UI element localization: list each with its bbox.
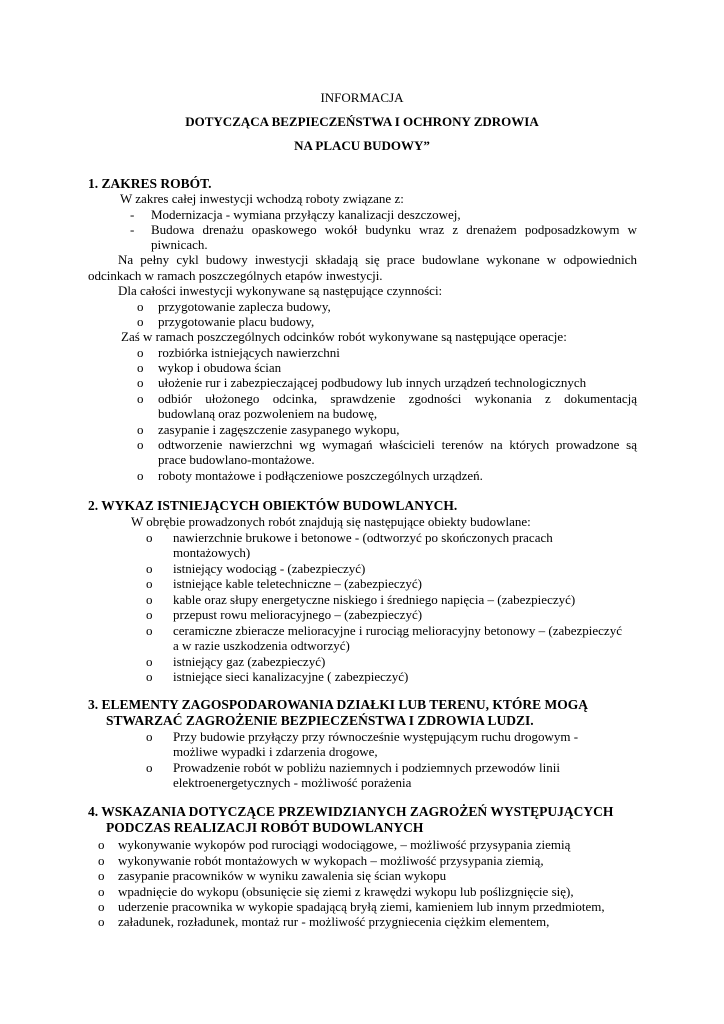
list-item: przygotowanie placu budowy,: [158, 314, 315, 329]
circle-bullet: o: [98, 899, 105, 914]
paragraph: Dla całości inwestycji wykonywane są następujące czynności:: [118, 283, 443, 298]
circle-bullet: o: [146, 592, 153, 607]
list-item: uderzenie pracownika w wykopie spadającą bryłą ziemi, kamieniem lub innym przedmiotem,: [118, 899, 605, 914]
section-1-intro: W zakres całej inwestycji wchodzą roboty związane z:: [120, 191, 404, 206]
circle-bullet: o: [137, 468, 144, 483]
list-item: roboty montażowe i podłączeniowe poszczególnych urządzeń.: [158, 468, 483, 483]
circle-bullet: o: [137, 345, 144, 360]
list-item: wykonywanie wykopów pod rurociągi wodociągowe, – możliwość przysypania ziemią: [118, 837, 571, 852]
list-item: odtworzenie nawierzchni wg wymagań właścicieli terenów na których prowadzone są: [158, 437, 637, 452]
list-item-continuation: piwnicach.: [151, 237, 208, 252]
list-item: Prowadzenie robót w pobliżu naziemnych i podziemnych przewodów linii: [173, 760, 561, 775]
list-item-continuation: budowlaną oraz pozwoleniem na budowę,: [158, 406, 378, 421]
circle-bullet: o: [137, 437, 144, 452]
section-2-title: 2. WYKAZ ISTNIEJĄCYCH OBIEKTÓW BUDOWLANYCH.: [88, 498, 458, 513]
circle-bullet: o: [137, 422, 144, 437]
circle-bullet: o: [98, 884, 105, 899]
section-1-title: 1. ZAKRES ROBÓT.: [88, 176, 212, 191]
list-item: wykop i obudowa ścian: [158, 360, 282, 375]
circle-bullet: o: [98, 853, 105, 868]
circle-bullet: o: [146, 561, 153, 576]
circle-bullet: o: [146, 530, 153, 545]
circle-bullet: o: [146, 654, 153, 669]
list-item: Modernizacja - wymiana przyłączy kanalizacji deszczowej,: [151, 207, 461, 222]
list-item: przepust rowu melioracyjnego – (zabezpieczyć): [173, 607, 423, 622]
list-item: rozbiórka istniejących nawierzchni: [158, 345, 340, 360]
list-item-continuation: a w razie uszkodzenia odtworzyć): [173, 638, 350, 653]
list-item: istniejący gaz (zabezpieczyć): [173, 654, 326, 669]
list-item: odbiór ułożonego odcinka, sprawdzenie zgodności wykonania z dokumentacją: [158, 391, 637, 406]
circle-bullet: o: [137, 314, 144, 329]
list-item-continuation: montażowych): [173, 545, 251, 560]
circle-bullet: o: [146, 669, 153, 684]
list-item: istniejący wodociąg - (zabezpieczyć): [173, 561, 366, 576]
list-item: ceramiczne zbieracze melioracyjne i rurociąg melioracyjny betonowy – (zabezpieczyć: [173, 623, 622, 638]
list-item-continuation: możliwe wypadki i zdarzenia drogowe,: [173, 744, 378, 759]
list-item: zasypanie i zagęszczenie zasypanego wykopu,: [158, 422, 400, 437]
doc-heading-subtitle: NA PLACU BUDOWY”: [294, 138, 430, 153]
doc-heading-info: INFORMACJA: [320, 90, 404, 105]
dash-marker: -: [130, 222, 135, 237]
paragraph: Zaś w ramach poszczególnych odcinków robót wykonywane są następujące operacje:: [121, 329, 567, 344]
paragraph-line: odcinkach w ramach poszczególnych etapów inwestycji.: [88, 268, 383, 283]
circle-bullet: o: [98, 837, 105, 852]
list-item: Budowa drenażu opaskowego wokół budynku wraz z drenażem podposadzkowym w: [151, 222, 637, 237]
list-item: Przy budowie przyłączy przy równocześnie występującym ruchu drogowym -: [173, 729, 579, 744]
dash-marker: -: [130, 207, 135, 222]
section-3-title: 3. ELEMENTY ZAGOSPODAROWANIA DZIAŁKI LUB TERENU, KTÓRE MOGĄ: [88, 697, 588, 712]
circle-bullet: o: [137, 360, 144, 375]
list-item: przygotowanie zaplecza budowy,: [158, 299, 331, 314]
list-item-continuation: elektroenergetycznych - możliwość porażenia: [173, 775, 412, 790]
circle-bullet: o: [137, 375, 144, 390]
circle-bullet: o: [146, 607, 153, 622]
section-2-intro: W obrębie prowadzonych robót znajdują się następujące obiekty budowlane:: [131, 514, 531, 529]
list-item: istniejące kable teletechniczne – (zabezpieczyć): [173, 576, 423, 591]
circle-bullet: o: [137, 391, 144, 406]
circle-bullet: o: [146, 623, 153, 638]
circle-bullet: o: [146, 576, 153, 591]
list-item: nawierzchnie brukowe i betonowe - (odtworzyć po skończonych pracach: [173, 530, 553, 545]
list-item-continuation: prace budowlano-montażowe.: [158, 452, 315, 467]
circle-bullet: o: [137, 299, 144, 314]
list-item: załadunek, rozładunek, montaż rur - możliwość przygniecenia ciężkim elementem,: [118, 914, 550, 929]
circle-bullet: o: [146, 729, 153, 744]
section-4-title-line2: PODCZAS REALIZACJI ROBÓT BUDOWLANYCH: [106, 820, 424, 835]
list-item: zasypanie pracowników w wyniku zawalenia się ścian wykopu: [118, 868, 447, 883]
circle-bullet: o: [146, 760, 153, 775]
circle-bullet: o: [98, 868, 105, 883]
paragraph-line: Na pełny cykl budowy inwestycji składają się prace budowlane wykonane w odpowiednich: [118, 252, 637, 267]
list-item: wykonywanie robót montażowych w wykopach – możliwość przysypania ziemią,: [118, 853, 544, 868]
doc-heading-title: DOTYCZĄCA BEZPIECZEŃSTWA I OCHRONY ZDROWIA: [185, 114, 539, 129]
list-item: istniejące sieci kanalizacyjne ( zabezpieczyć): [173, 669, 409, 684]
circle-bullet: o: [98, 914, 105, 929]
section-4-title: 4. WSKAZANIA DOTYCZĄCE PRZEWIDZIANYCH ZAGROŻEŃ WYSTĘPUJĄCYCH: [88, 804, 614, 819]
list-item: wpadnięcie do wykopu (obsunięcie się ziemi z krawędzi wykopu lub poślizgnięcie się),: [118, 884, 574, 899]
section-3-title-line2: STWARZAĆ ZAGROŻENIE BEZPIECZEŃSTWA I ZDROWIA LUDZI.: [106, 713, 534, 728]
list-item: ułożenie rur i zabezpieczającej podbudowy lub innych urządzeń technologicznych: [158, 375, 587, 390]
list-item: kable oraz słupy energetyczne niskiego i średniego napięcia – (zabezpieczyć): [173, 592, 576, 607]
